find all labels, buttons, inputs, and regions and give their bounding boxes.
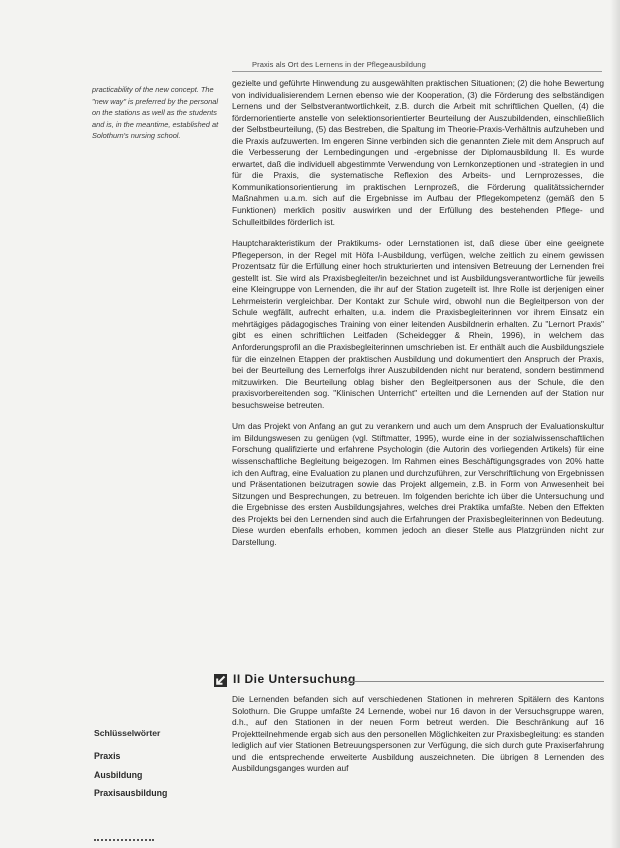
paragraph-3: Um das Projekt von Anfang an gut zu verankern und auch um dem Anspruch der Evaluationskultur im Bildungswesen zu genügen (vgl. Stiftmatter, 1995), wurde eine in der sozialwissenschaftlichen Forschung qualifizierte und erfahrene Psychologin (die Autorin des vorliegenden Artikels) für eine wissenschaftliche Begleitung beigezogen. Im Rahmen eines Beschäftigungsgrades von 20% hatte ich den Auftrag, eine Evaluation zu planen und durchzuführen, zur Verschriftlichung von Ergebnissen und Präsentationen beizutragen sowie das Projekt allgemein, z.B. in Form von Anwesenheit bei Sitzungen und Besprechungen, zu betreuen. Im folgenden berichte ich über die Untersuchung und die Ergebnisse des ersten Ausbildungsjahres, welches drei Praktika umfaßte. Neben den Effekten des Projekts bei den Lernenden sind auch die Erfahrungen der Praxisbegleiterinnen von Bedeutung. Diese wurden ebenfalls erhoben, kommen jedoch an dieser Stelle aus Platzgründen nicht zur Darstellung. xyxy=(232,421,604,547)
keyword-item: Ausbildung xyxy=(94,769,143,780)
paragraph-2: Hauptcharakteristikum der Praktikums- oder Lernstationen ist, daß diese über eine geeignete Pflegeperson, in der Regel mit Höfa I-Ausbildung, verfügen, welche zeitlich zu einem gewissen Prozentsatz für die Erfüllung einer hoch strukturierten und intensiven Betreuung der Lernenden frei gestellt ist. Sie wird als Praxisbegleiter/in bezeichnet und ist Ausbildungsverantwortliche für jeweils eine Kleingruppe von Lernenden, die ihr auf der Station zugeteilt ist. Ihre Rolle ist derjenigen einer Lehrmeisterin vergleichbar. Der Kontakt zur Schule wird, obwohl nun die Begleitperson von der Schule wegfällt, aufrecht erhalten, u.a. indem die Praxisbegleiterinnen vor ihrem Einsatz ein mehrtägiges pädagogisches Training von einer leitenden Ausbildnerin erhalten. Zu "Lernort Praxis" gibt es einen schriftlichen Leitfaden (Scheidegger & Rhein, 1996), in welchem das Anforderungsprofil an die Praxisbegleiterinnen umschrieben ist. Er enthält auch die Ausbildungsziele für die einzelnen Etappen der praktischen Ausbildung und dokumentiert den Anspruch der Praxis, bei der Beurteilung des Lernerfolgs ihrer Auszubildenden nicht nur beratend, sondern bestimmend mitzuwirken. Die Beurteilung oblag bisher den Begleitpersonen aus der Schule, die den praxisvorbereitenden sog. "Klinischen Unterricht" erteilten und die Lernenden auf der Station nur besuchsweise betreuten. xyxy=(232,238,604,410)
keyword-item: Praxisausbildung xyxy=(94,788,168,798)
section-paragraph: Die Lernenden befanden sich auf verschiedenen Stationen in mehreren Spitälern des Kantons Solothurn. Die Gruppe umfaßte 24 Lernende, wobei nur 16 davon in der Versuchsgruppe waren, d.h., auf den Stationen in der neuen Form betreut werden. Die Beschränkung auf 16 Projektteilnehmende ergab sich aus den personellen Möglichkeiten zur Praxisbegleitung: es standen lediglich auf vier Stationen Betreuungspersonen zur Verfügung, die sich durch gute Praxiserfahrung und die entsprechende erweiterte Ausbildung auszeichneten. Die übrigen 8 Lernenden des Ausbildungsganges wurden auf xyxy=(232,694,604,774)
margin-note-text: practicability of the new concept. The "new way" is preferred by the personal on the stations as well as the students and is, in the meantime, established at Solothurn's nursing school. xyxy=(92,85,219,141)
paragraph-1: gezielte und geführte Hinwendung zu ausgewählten praktischen Situationen; (2) die hohe Bewertung von individualisierendem Lernen ebenso wie der Kooperation, (3) die Förderung des selbständigen Lernens und der Selbstverantwortlichkeit, z.B. durch die Arbeit mit schriftlichen Quellen, (4) die fördernorientierte anstelle von selektionsorientierter Beurteilung der Auszubildenden, einschließlich der Selbstbeurteilung, (5) das Bestreben, die Spaltung im Theorie-Praxis-Verhältnis aufzuheben und die Praxis aufzuwerten. Im engeren Sinne verbinden sich die genannten Ziele mit dem Anspruch auf die Verbesserung der Lernbedingungen und -ergebnisse der Diplomausbildung II. Es wurde erwartet, daß die individuell abgestimmte Verwendung von Lernkonzeptionen und -strategien in und für die Praxis, die systematische Reflexion des Arbeits- und Lernprozesses, die Kommunikationsorientierung im praktischen Lernprozeß, die Förderung qualitätssichernder Maßnahmen u.a.m. sich auf die Ergebnisse im Aufbau der Pflegekompetenz (gemäß den 5 Funktionen) merklich positiv auswirken und der Erfüllung des bestehenden Pflege- und Schulleitbildes förderlich ist. xyxy=(232,78,605,227)
main-text-column xyxy=(232,78,604,556)
section-body xyxy=(232,694,604,775)
section-heading xyxy=(214,672,604,690)
english-abstract-note xyxy=(92,84,226,142)
section-title: II Die Untersuchung xyxy=(233,672,356,686)
cut-off-keyword xyxy=(94,839,154,843)
keywords-list xyxy=(94,747,167,803)
section-rule xyxy=(336,681,604,682)
keyword-item: Praxis xyxy=(94,751,121,761)
page-edge-shadow xyxy=(610,0,620,848)
header-rule xyxy=(232,71,602,72)
keywords-label: Schlüsselwörter xyxy=(94,728,161,738)
running-head: Praxis als Ort des Lernens in der Pflegeausbildung xyxy=(252,60,426,69)
arrow-icon xyxy=(214,674,227,687)
